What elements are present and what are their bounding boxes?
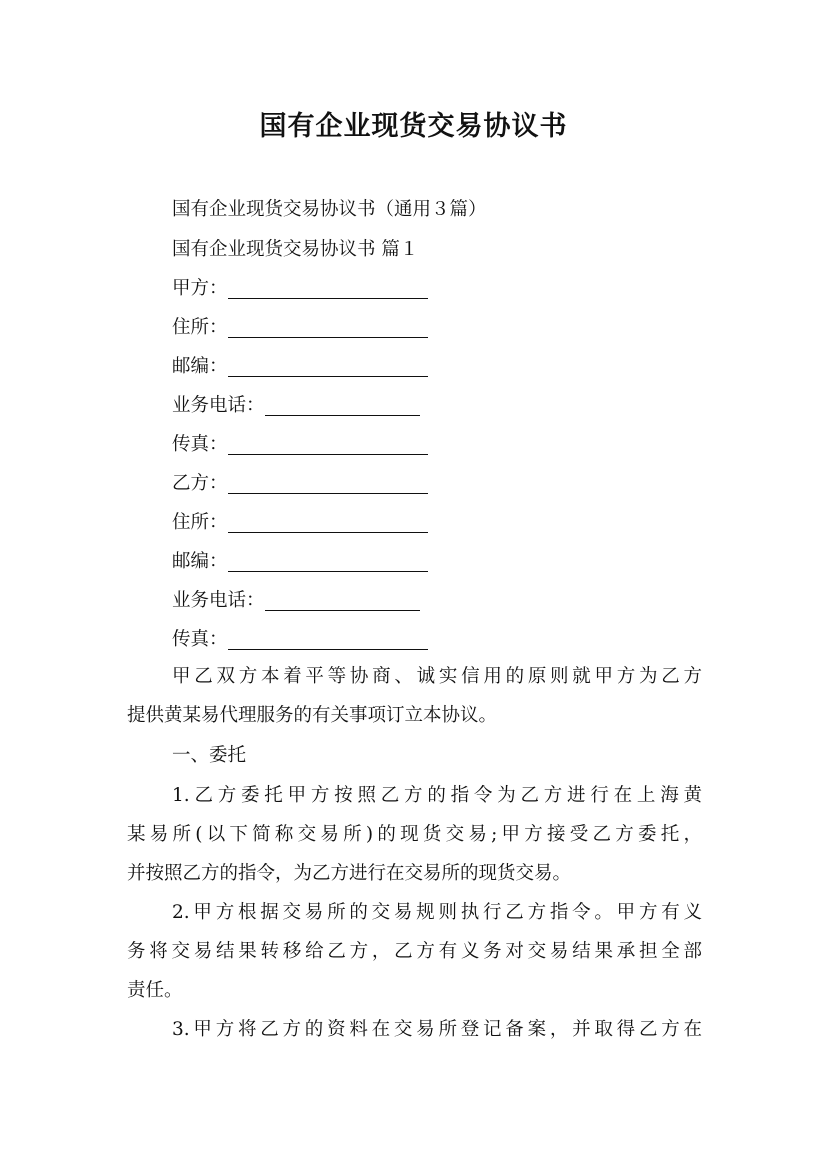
party-b-fax-field: [172, 630, 747, 650]
party-a-name-label: 甲方：: [172, 278, 228, 299]
party-a-address-label: 住所：: [172, 317, 228, 338]
section-heading: 一、委托: [172, 745, 247, 766]
clause-line: 3.甲方将乙方的资料在交易所登记备案，并取得乙方在: [172, 1019, 702, 1040]
clause-line: 2.甲方根据交易所的交易规则执行乙方指令。甲方有义: [172, 902, 702, 923]
party-a-name-blank: [228, 280, 428, 299]
party-a-name-field: [172, 279, 747, 299]
party-a-phone-blank: [265, 397, 420, 416]
document-title: 国有企业现货交易协议书: [259, 111, 568, 142]
party-b-phone-label: 业务电话：: [172, 590, 265, 611]
clause-line: 1.乙方委托甲方按照乙方的指令为乙方进行在上海黄: [172, 785, 702, 806]
party-a-postcode-label: 邮编：: [172, 356, 228, 377]
party-b-address-field: [172, 513, 747, 533]
party-a-fax-label: 传真：: [172, 434, 228, 455]
party-b-phone-field: [172, 591, 747, 611]
party-b-address-label: 住所：: [172, 512, 228, 533]
part-heading: 国有企业现货交易协议书 篇１: [172, 239, 419, 260]
party-b-name-blank: [228, 475, 428, 494]
party-a-phone-label: 业务电话：: [172, 395, 265, 416]
party-a-postcode-blank: [228, 358, 428, 377]
clause-line: 并按照乙方的指令，为乙方进行在交易所的现货交易。: [127, 863, 572, 884]
party-b-fax-blank: [228, 631, 428, 650]
party-a-postcode-field: [172, 357, 747, 377]
party-a-address-blank: [228, 319, 428, 338]
intro-line: 提供黄某易代理服务的有关事项订立本协议。: [127, 705, 498, 726]
party-a-phone-field: [172, 396, 747, 416]
party-b-fax-label: 传真：: [172, 629, 228, 650]
clause-line: 某易所(以下简称交易所)的现货交易;甲方接受乙方委托，: [127, 824, 702, 845]
party-a-address-field: [172, 318, 747, 338]
party-b-name-label: 乙方：: [172, 473, 228, 494]
party-a-fax-blank: [228, 436, 428, 455]
clause-line: 责任。: [127, 980, 183, 1001]
party-b-phone-blank: [265, 592, 420, 611]
party-b-postcode-field: [172, 552, 747, 572]
party-b-address-blank: [228, 514, 428, 533]
party-b-postcode-label: 邮编：: [172, 551, 228, 572]
party-b-postcode-blank: [228, 553, 428, 572]
party-b-name-field: [172, 474, 747, 494]
document-subtitle: 国有企业现货交易协议书（通用３篇）: [172, 199, 487, 220]
party-a-fax-field: [172, 435, 747, 455]
intro-line: 甲乙双方本着平等协商、诚实信用的原则就甲方为乙方: [172, 666, 702, 687]
clause-line: 务将交易结果转移给乙方，乙方有义务对交易结果承担全部: [127, 941, 702, 962]
